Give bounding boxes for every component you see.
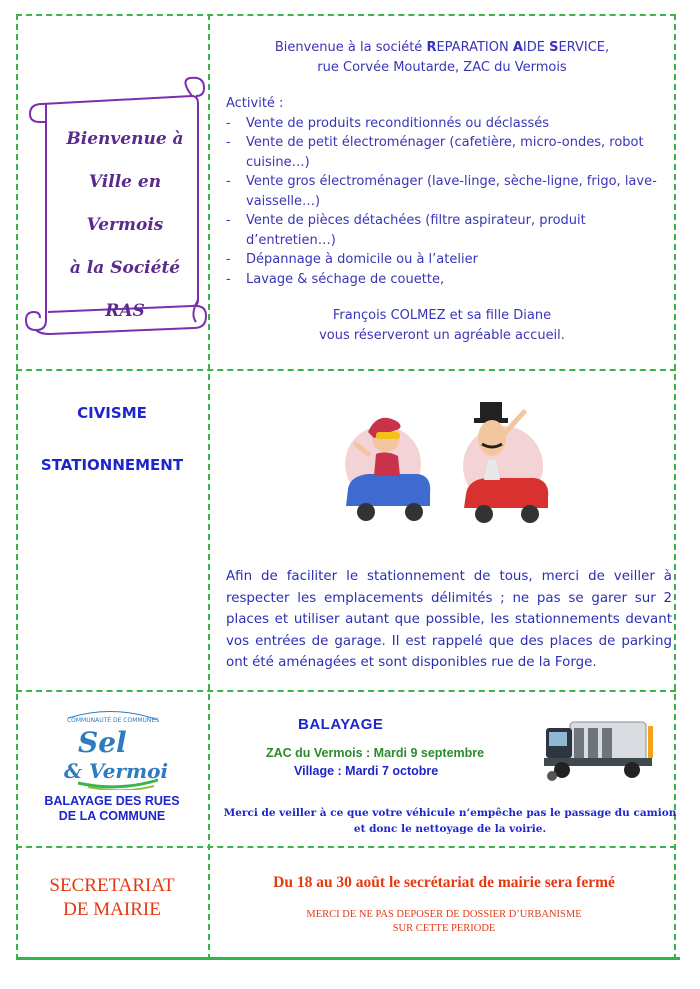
welcome-scroll [20,74,210,344]
secretariat-label [16,874,208,922]
secretariat-label-line: SECRETARIAT [49,875,175,896]
intro-initial: A [512,40,523,55]
divider-row1 [16,369,676,371]
bottom-border [16,957,680,960]
divider-row3 [16,846,676,848]
scroll-line: Bienvenue à [66,129,184,149]
scroll-line: Ville en Vermois [86,172,164,235]
activity-item: - Dépannage à domicile ou à l’atelier [226,250,672,270]
intro-initial: R [426,40,437,55]
divider-top [16,14,676,16]
closing-line1: François COLMEZ et sa fille Diane [332,308,552,323]
balayage-date-zac: ZAC du Vermois : Mardi 9 septembre [266,746,485,760]
intro-text: EPARATION [436,40,513,55]
cars-icon [338,394,558,544]
logo-word-vermois: & Vermois [64,759,168,783]
sweeper-truck-icon [540,714,660,782]
balayage-left-line: DE LA COMMUNE [58,809,166,823]
civisme-text: Afin de faciliter le stationnement de tous, merci de veiller à respecter les emplacements délimités ; ne pas se garer sur 2 places et utiliser autant que possible, les stationnements devant vos entrées de garage. Il est rappelé que des places de parking ont été aménagées et sont disponibles rue de la Forge. [226,569,672,670]
logo-word-sel: Sel [78,726,127,759]
stationnement-title: STATIONNEMENT [40,456,184,474]
activity-label: Activité : [226,96,284,111]
sel-vermois-logo [58,710,168,790]
balayage-title: BALAYAGE [298,716,384,733]
company-intro [212,38,672,345]
logo-caption: COMMUNAUTÉ DE COMMUNES [66,717,160,724]
scroll-line: RAS [105,301,145,321]
intro-line2: rue Corvée Moutarde, ZAC du Vermois [317,59,567,75]
activity-item: - Vente de produits reconditionnés ou déclassés [226,114,672,134]
activity-item: - Vente de pièces détachées (filtre aspirateur, produit d’entretien…) [226,211,672,250]
balayage-date-village: Village : Mardi 7 octobre [294,764,439,778]
activity-item: - Vente gros électroménager (lave-linge, sèche-ligne, frigo, lave-vaisselle…) [226,172,672,211]
activity-list [226,114,672,290]
sweeper-truck [540,714,660,782]
secretariat-note [212,908,676,936]
scroll-line: à la Société [69,258,181,278]
scroll-text [50,118,200,333]
balayage-left-label [16,794,208,824]
balayage-left-line: BALAYAGE DES RUES [44,794,180,808]
balayage-note-line: Merci de veiller à ce que votre véhicule n’empêche pas le passage du camion [223,807,677,819]
secretariat-closure: Du 18 au 30 août le secrétariat de mairie sera fermé [273,874,615,891]
civisme-title: CIVISME [77,404,147,422]
secretariat-note-line: SUR CETTE PERIODE [392,923,496,934]
secretariat-label-line: DE MAIRIE [63,899,161,920]
intro-line1 [212,38,672,58]
intro-initial: S [549,40,559,55]
intro-text: ERVICE, [558,40,610,55]
balayage-note-line: et donc le nettoyage de la voirie. [353,822,547,835]
closing-line2: vous réserveront un agréable accueil. [319,327,565,343]
secretariat-note-line: MERCI DE NE PAS DEPOSER DE DOSSIER D’URBANISME [306,909,582,920]
intro-text: IDE [522,40,550,55]
cars-illustration [338,394,558,544]
divider-row2 [16,690,676,692]
intro-text: Bienvenue à la société [274,40,427,55]
balayage-note [222,806,678,837]
page-frame [16,14,676,960]
activity-item: - Vente de petit électroménager (cafetière, micro-ondes, robot cuisine…) [226,133,672,172]
logo-icon [58,710,168,790]
activity-item: - Lavage & séchage de couette, [226,270,672,290]
